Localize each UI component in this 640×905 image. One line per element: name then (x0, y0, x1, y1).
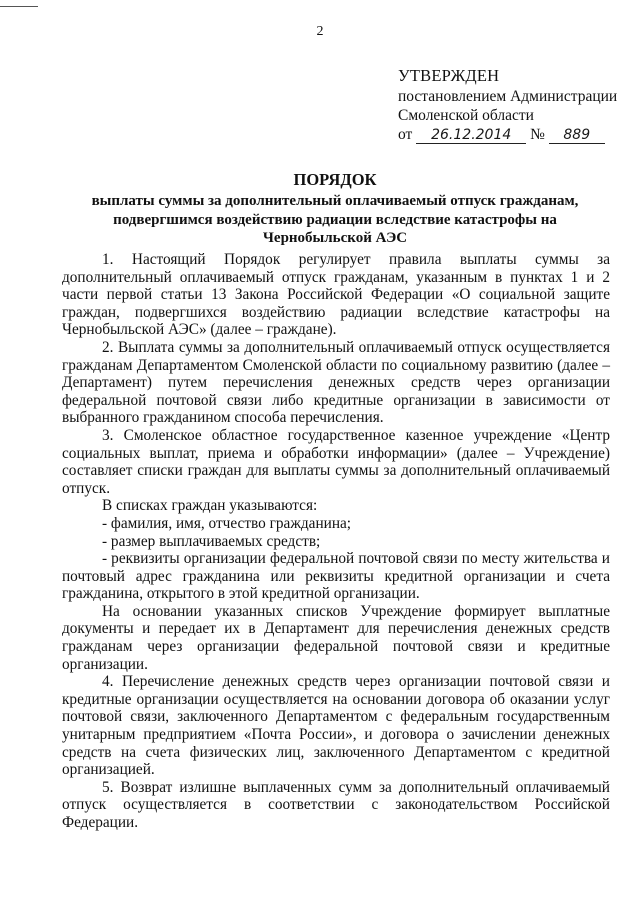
paragraph-3: 3. Смоленское областное государственное казенное учреждение «Центр социальных выплат, приема и обработки информации» (далее – Учреждение) составляет списки граждан для выплаты суммы за дополнительный оплачиваемый отпуск. (62, 426, 610, 497)
corner-scan-mark (0, 6, 38, 7)
paragraph-basis: На основании указанных списков Учреждение формирует выплатные документы и передает их в Департамент для перечисления денежных средств гражданам через организации федеральной почтовой связи и кредитные организации. (62, 602, 610, 673)
document-body (62, 251, 610, 832)
document-title-block (40, 170, 630, 248)
document-subtitle-line-2: подвергшимся воздействию радиации вследствие катастрофы на (113, 211, 557, 228)
approval-stamp-block (398, 66, 634, 144)
approval-line-2: Смоленской области (398, 107, 534, 124)
list-item-amount: - размер выплачиваемых средств; (102, 532, 321, 550)
approval-date-row (398, 125, 634, 144)
paragraph-5: 5. Возврат излишне выплаченных сумм за дополнительный оплачиваемый отпуск осуществляется в соответствии с законодательством Российской Федерации. (62, 778, 610, 831)
document-title: ПОРЯДОК (293, 170, 377, 189)
page-number: 2 (316, 24, 324, 39)
approval-line-1: постановлением Администрации (398, 88, 618, 105)
approval-title: УТВЕРЖДЕН (398, 66, 500, 85)
date-prefix: от (398, 126, 413, 143)
paragraph-2: 2. Выплата суммы за дополнительный оплачиваемый отпуск осуществляется гражданам Департаментом Смоленской области по социальному развитию (далее – Департамент) путем перечисления денежных средств через организации федеральной почтовой связи либо кредитные организации в зависимости от выбранного гражданином способа перечисления. (62, 338, 610, 427)
document-subtitle-line-3: Чернобыльской АЭС (262, 230, 408, 246)
handwritten-number: 889 (549, 127, 605, 144)
paragraph-4: 4. Перечисление денежных средств через организации почтовой связи и кредитные организации осуществляется на основании договора об оказании услуг почтовой связи, заключенного Департаментом с федеральным государственным унитарным предприятием «Почта России», и договора о зачислении денежных средств на счета физических лиц, заключенного Департаментом с кредитной организацией. (62, 673, 610, 779)
list-item-requisites: - реквизиты организации федеральной почтовой связи по месту жительства и почтовый адрес гражданина или реквизиты кредитной организации и счета гражданина, открытого в этой кредитной организации. (62, 550, 610, 603)
handwritten-date: 26.12.2014 (416, 127, 526, 144)
document-subtitle-line-1: выплаты суммы за дополнительный оплачиваемый отпуск гражданам, (91, 193, 579, 209)
list-item-name: - фамилия, имя, отчество гражданина; (102, 514, 352, 532)
list-intro: В списках граждан указываются: (102, 497, 318, 515)
paragraph-1: 1. Настоящий Порядок регулирует правила выплаты суммы за дополнительный оплачиваемый отпуск гражданам, указанным в пунктах 1 и 2 части первой статьи 13 Закона Российской Федерации «О социальной защите граждан, подвергшихся воздействию радиации вследствие катастрофы на Чернобыльской АЭС» (далее – граждане). (62, 251, 610, 339)
number-prefix: № (530, 126, 545, 143)
